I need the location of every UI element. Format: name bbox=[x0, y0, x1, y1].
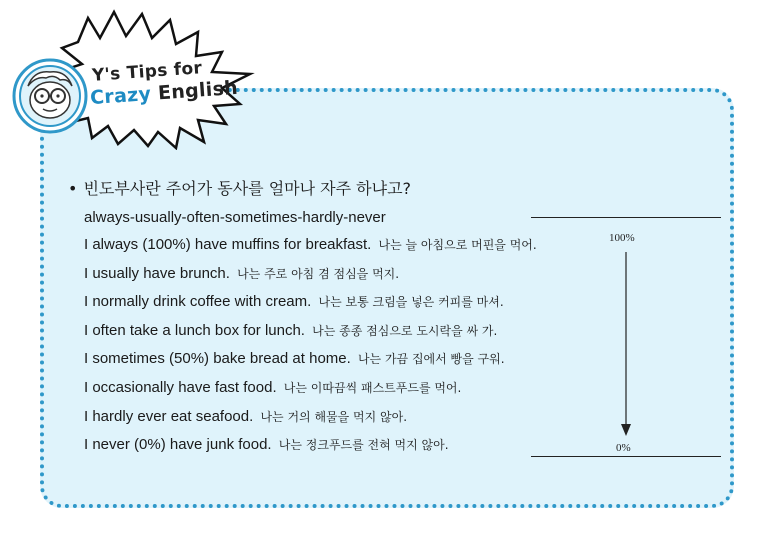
badge-title-line1: Y's Tips for bbox=[91, 58, 203, 86]
question-heading bbox=[68, 176, 411, 199]
example-list bbox=[84, 236, 537, 465]
list-item bbox=[84, 265, 537, 294]
example-ko: 나는 가끔 집에서 빵을 구워. bbox=[357, 352, 505, 367]
list-item bbox=[84, 350, 537, 379]
scale-top-line bbox=[531, 217, 721, 218]
example-en: I never (0%) have junk food. bbox=[84, 436, 272, 454]
example-en: I often take a lunch box for lunch. bbox=[84, 321, 305, 339]
arrow-down-icon bbox=[618, 252, 634, 438]
example-en: I hardly ever eat seafood. bbox=[84, 407, 254, 425]
tips-badge bbox=[0, 0, 280, 150]
list-item bbox=[84, 322, 537, 351]
cartoon-face-with-glasses-icon bbox=[10, 56, 90, 136]
example-ko: 나는 보통 크림을 넣은 커피를 마셔. bbox=[318, 295, 504, 310]
example-en: I usually have brunch. bbox=[84, 264, 230, 282]
scale-top-label: 100% bbox=[609, 232, 635, 244]
list-item bbox=[84, 436, 537, 465]
example-en: I sometimes (50%) bake bread at home. bbox=[84, 350, 351, 368]
badge-word-english: English bbox=[157, 76, 239, 105]
example-en: I occasionally have fast food. bbox=[84, 378, 277, 396]
question-text: 빈도부사란 주어가 동사를 얼마나 자주 하냐고? bbox=[83, 179, 412, 198]
example-ko: 나는 정크푸드를 전혀 먹지 않아. bbox=[278, 438, 449, 453]
badge-word-crazy: Crazy bbox=[89, 82, 152, 110]
example-ko: 나는 늘 아침으로 머핀을 먹어. bbox=[378, 238, 537, 252]
example-ko: 나는 주로 아침 겸 점심을 먹지. bbox=[237, 266, 400, 281]
example-en: I always (100%) have muffins for breakfast. bbox=[84, 236, 372, 253]
example-ko: 나는 거의 해물을 먹지 않아. bbox=[260, 409, 408, 424]
scale-bottom-label: 0% bbox=[616, 442, 631, 454]
list-item bbox=[84, 293, 537, 322]
scale-bottom-line bbox=[531, 456, 721, 457]
example-ko: 나는 이따끔씩 패스트푸드를 먹어. bbox=[283, 380, 462, 395]
example-ko: 나는 종종 점심으로 도시락을 싸 가. bbox=[312, 323, 498, 338]
example-en: I normally drink coffee with cream. bbox=[84, 293, 312, 311]
bullet-icon: • bbox=[68, 179, 78, 198]
list-item bbox=[84, 236, 537, 265]
list-item bbox=[84, 379, 537, 408]
list-item bbox=[84, 408, 537, 437]
adverb-sequence: always-usually-often-sometimes-hardly-never bbox=[84, 209, 386, 226]
